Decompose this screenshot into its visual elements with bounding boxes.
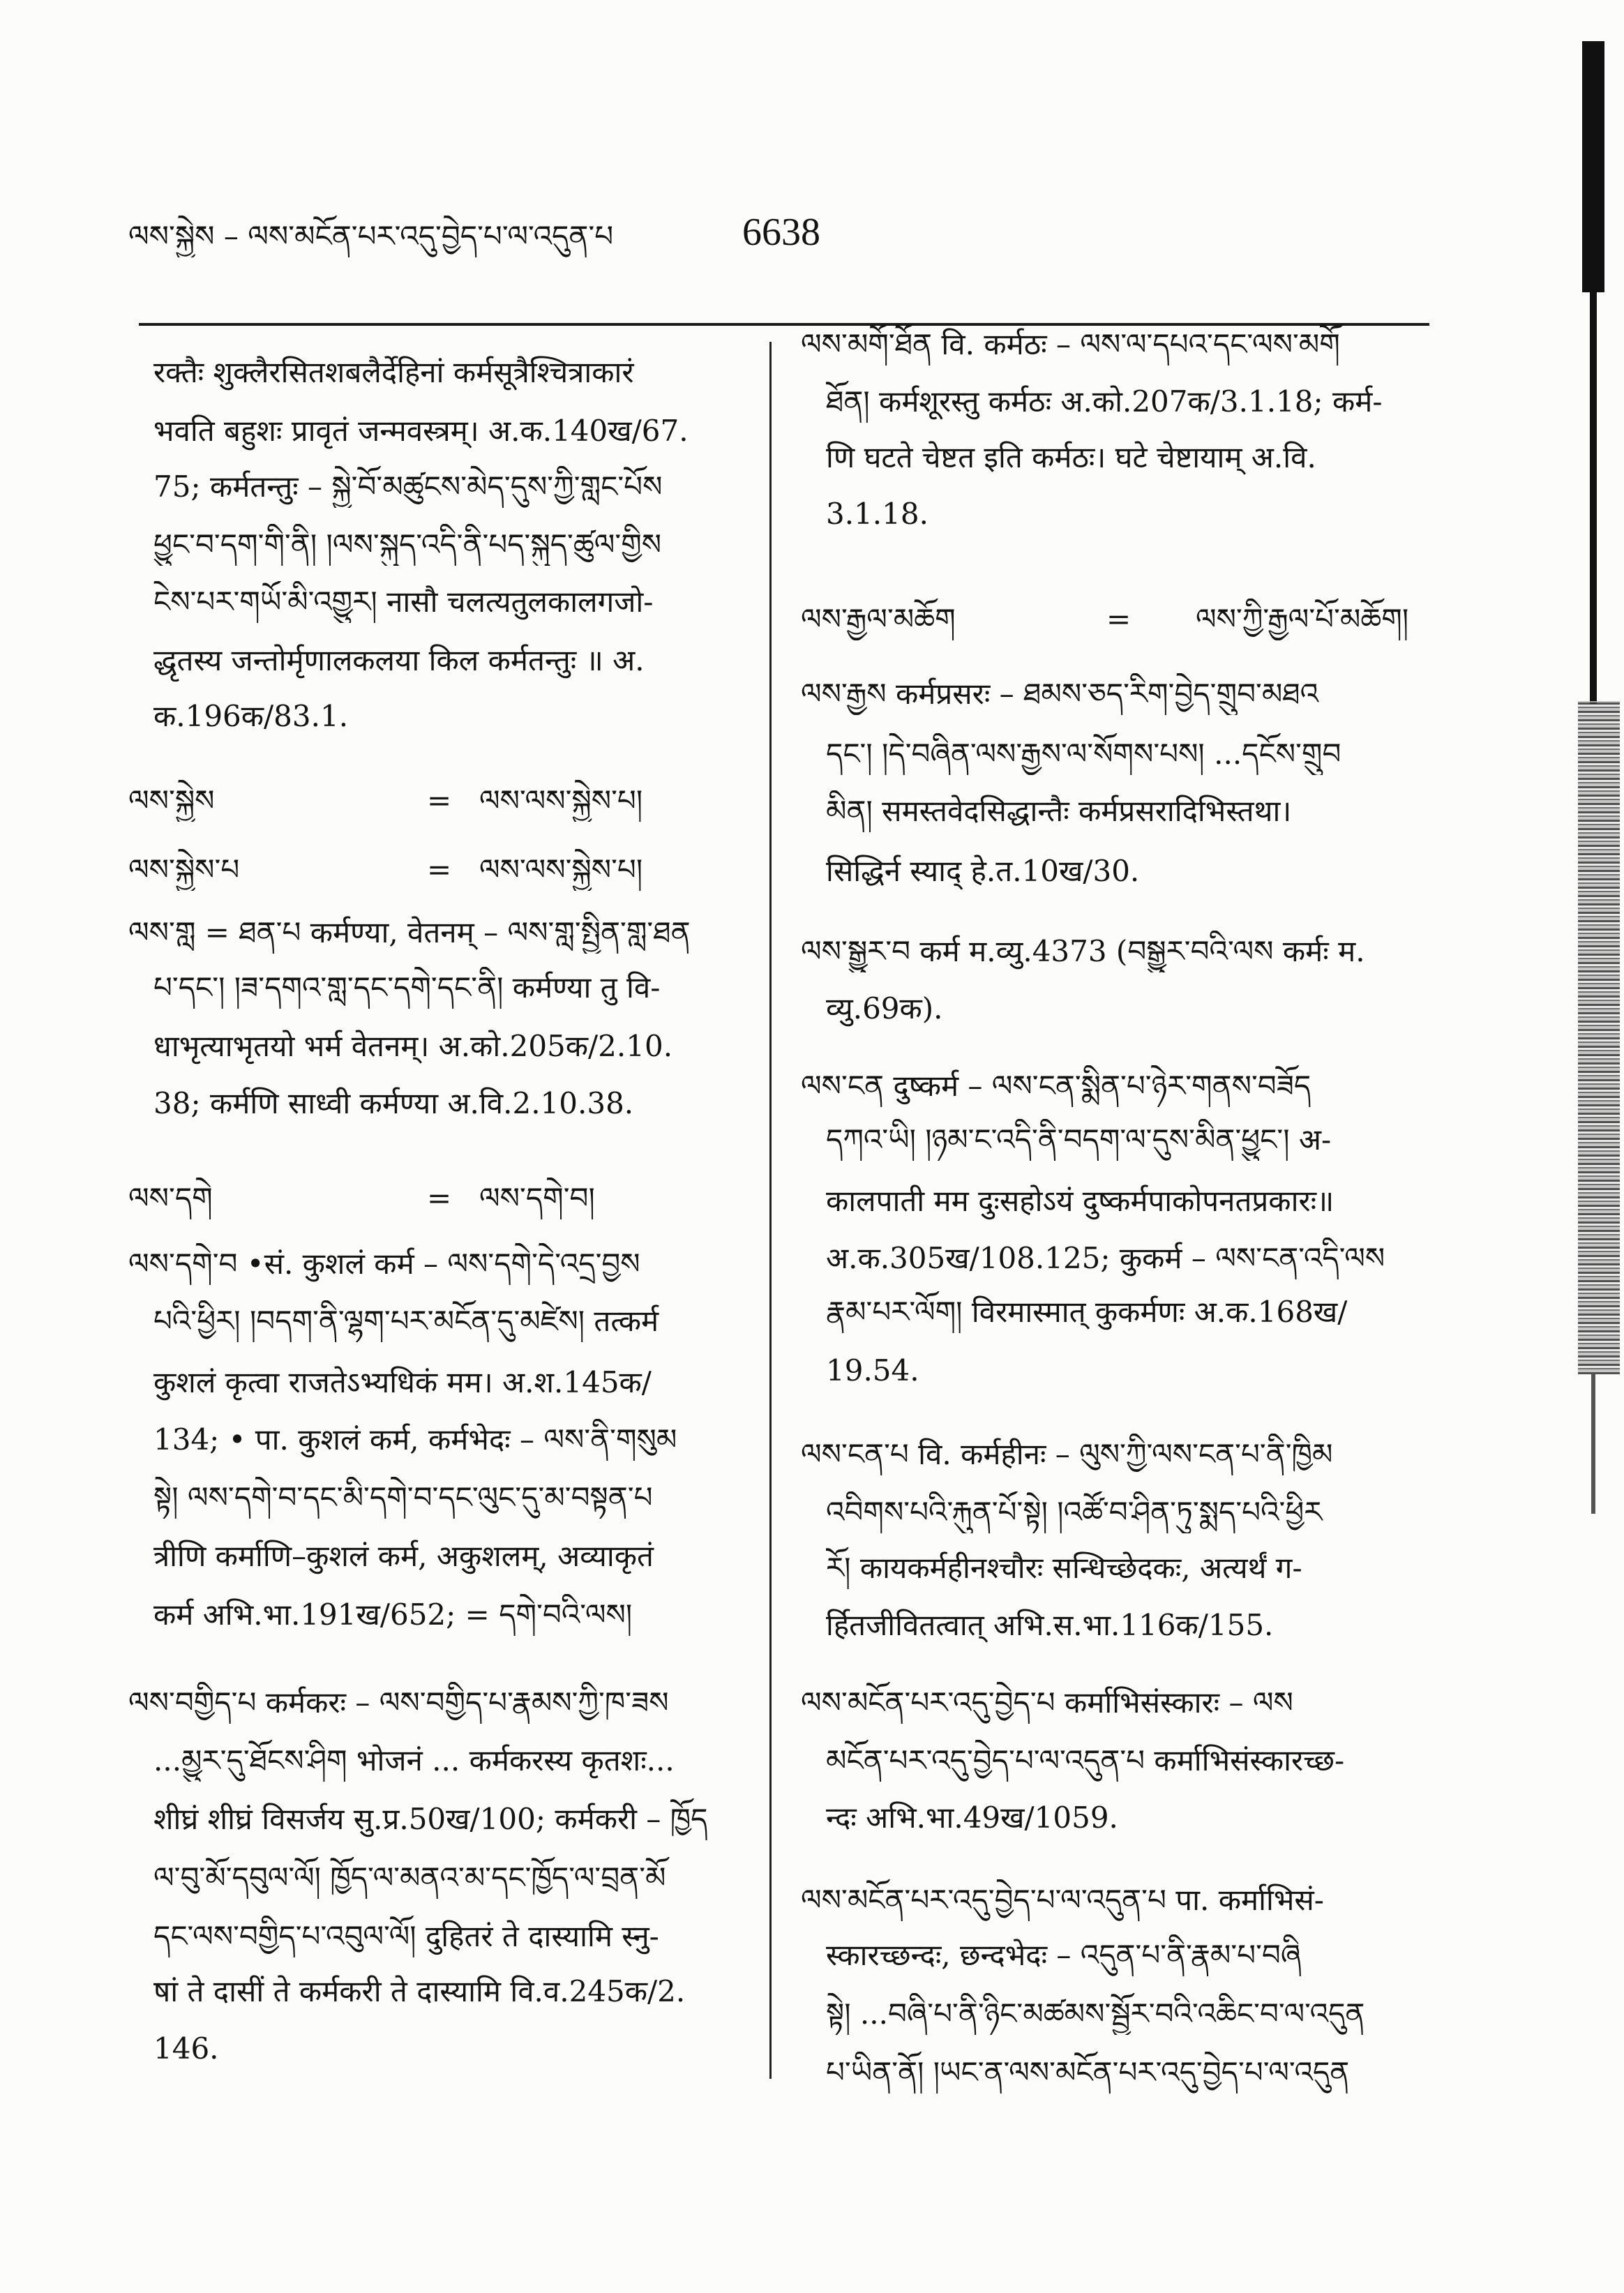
entry-line: त्रीणि कर्माणि–कुशलं कर्म, अकुशलम्, अव्याकृतं	[153, 1539, 654, 1573]
entry-line: 38; कर्मणि साध्वी कर्मण्या अ.वि.2.10.38.	[153, 1086, 634, 1120]
entry-line: རྣམ་པར་ལོག། विरमास्मात् कुकर्मणः अ.क.168ख/	[826, 1295, 1348, 1329]
entry-line: रक्तैः शुक्लैरसितशबलैर्देहिनां कर्मसूत्रैश्चित्राकारं	[153, 355, 634, 389]
entry-line: भवति बहुशः प्रावृतं जन्मवस्त्रम्। अ.क.140ख/67.	[153, 414, 689, 448]
entry-line: འབིགས་པའི་རྐུན་པོ་སྟེ། །འཚོ་བ་ཤིན་ཏུ་སྨད་པའི་ཕྱིར	[826, 1495, 1323, 1529]
entry-line: ངེས་པར་གཡོ་མི་འགྱུར། नासौ चलत्यतुलकालगजो-	[153, 585, 654, 619]
entry-headword-line: ལས་མངོན་པར་འདུ་བྱེད་པ कर्माभिसंस्कारः – ལས	[801, 1685, 1293, 1720]
entry-line: सिद्धिर्न स्याद् हे.त.10ख/30.	[826, 854, 1140, 888]
entry-line: न्दः अभि.भा.49ख/1059.	[826, 1800, 1118, 1835]
entry-headword-line: ལས་དགེ་བ •सं. कुशलं कर्म – ལས་དགེ་དེ་འདྲ་བྱས	[128, 1247, 640, 1281]
entry-headword-line: ལས་སྒྱུར་བ कर्म म.व्यु.4373 (བསྒྱུར་བའི་ལས कर्मः म.	[801, 934, 1365, 968]
entry-line: ལ་བུ་མོ་དབུལ་ལོ། ཁྱོད་ལ་མནའ་མ་དང་ཁྱོད་ལ་བྲན་མོ	[153, 1860, 666, 1895]
entry-line: 3.1.18.	[826, 497, 928, 531]
entry-line: धाभृत्याभृतयो भर्म वेतनम्। अ.को.205क/2.10.	[153, 1029, 673, 1063]
entry-line: དང་། །དེ་བཞིན་ལས་རྒྱས་ལ་སོགས་པས། ...དངོས་གྲུབ	[826, 737, 1341, 771]
headword: ལས་སྐྱེས་པ	[128, 852, 240, 887]
entry-line: कर्म अभि.भा.191ख/652; = དགེ་བའི་ལས།	[153, 1597, 633, 1632]
entry-line: སྟེ། ...བཞི་པ་ནི་ཉིང་མཚམས་སྦྱོར་བའི་འཆིང་བ་ལ་འདུན	[826, 1997, 1365, 2031]
entry-line: शीघ्रं शीघ्रं विसर्जय सु.प्र.50ख/100; कर्मकरी – ཁྱོད	[153, 1802, 708, 1836]
entry-line: स्कारच्छन्दः, छन्दभेदः – འདུན་པ་ནི་རྣམ་པ་བཞི	[826, 1938, 1302, 1972]
entry-line: མངོན་པར་འདུ་བྱེད་པ་ལ་འདུན་པ कर्माभिसंस्कारच्छ-	[826, 1743, 1345, 1777]
entry-line: र्हितजीवितत्वात् अभि.स.भा.116क/155.	[826, 1608, 1274, 1642]
entry-line: དང་ལས་བགྱིད་པ་འབུལ་ལོ། दुहितरं ते दास्यामि स्नु-	[153, 1919, 659, 1953]
headword: ལས་རྒྱལ་མཆོག	[801, 602, 956, 636]
running-head-range: ལས་སྐྱེས – ལས་མངོན་པར་འདུ་བྱེད་པ་ལ་འདུན་པ	[128, 219, 614, 253]
equals-sign: =	[427, 1181, 452, 1215]
entry-line: 134; • पा. कुशलं कर्म, कर्मभेदः – ལས་ནི་གསུམ	[153, 1422, 677, 1457]
entry-headword-line: ལས་མགོ་ཐོན वि. कर्मठः – ལས་ལ་དཔའ་དང་ལས་མགོ	[801, 327, 1340, 361]
entry-line: अ.क.305ख/108.125; कुकर्म – ལས་ངན་འདི་ལས	[826, 1241, 1385, 1275]
scan-edge-bar	[1582, 41, 1604, 292]
entry-headword-line: ལས་ངན་པ वि. कर्महीनः – ལུས་ཀྱི་ལས་ངན་པ་ནི་ཁྱིམ	[801, 1437, 1333, 1471]
entry-line: ཕྱུང་བ་དག་གི་ནི། །ལས་སྐུད་འདི་ནི་པད་སྐུད་ཚུལ་གྱིས	[153, 527, 662, 562]
entry-headword-line: ལས་གླ = ཐན་པ कर्मण्या, वेतनम् – ལས་གླ་སྤྱིན་གླ་ཐན	[128, 915, 691, 949]
page-number: 6638	[742, 211, 820, 254]
entry-line: པའི་ཕྱིར། །བདག་ནི་ལྷག་པར་མངོན་དུ་མཛེས། तत्कर्म	[153, 1304, 659, 1338]
scan-edge-texture	[1578, 701, 1620, 1374]
cross-reference-target: ལས་ལས་སྐྱེས་པ།	[479, 783, 643, 818]
entry-line: རོ། कायकर्महीनश्चौरः सन्धिच्छेदकः, अत्यर्थं ग-	[826, 1551, 1302, 1585]
entry-line: णि घटते चेष्टत इति कर्मठः। घटे चेष्टायाम् अ.वि.	[826, 440, 1316, 474]
entry-headword-line: ལས་རྒྱས कर्मप्रसरः – ཐམས་ཅད་རིག་བྱེད་གྲུབ་མཐའ	[801, 677, 1319, 711]
entry-line: ཐོན། कर्मशूरस्तु कर्मठः अ.को.207क/3.1.18; कर्म-	[826, 384, 1383, 419]
entry-line: षां ते दासीं ते कर्मकरी ते दास्यामि वि.व.245क/2.	[153, 1974, 686, 2008]
entry-line: པ་ཡིན་ནོ། །ཡང་ན་ལས་མངོན་པར་འདུ་བྱེད་པ་ལ་འདུན	[826, 2055, 1350, 2089]
cross-reference-target: ལས་ཀྱི་རྒྱལ་པོ་མཆོག།	[1196, 602, 1409, 636]
entry-line: སྟེ། ལས་དགེ་བ་དང་མི་དགེ་བ་དང་ལུང་དུ་མ་བསྟན་པ	[153, 1480, 653, 1514]
entry-headword-line: ལས་མངོན་པར་འདུ་བྱེད་པ་ལ་འདུན་པ पा. कर्माभिसं-	[801, 1883, 1324, 1917]
entry-line: 75; कर्मतन्तुः – སྐྱེ་བོ་མཚུངས་མེད་དུས་ཀྱི་གླང་པོས	[153, 469, 663, 504]
entry-line: व्यु.69क).	[826, 991, 943, 1025]
entry-line: कालपाती मम दुःसहोऽयं दुष्कर्मपाकोपनतप्रकारः॥	[826, 1184, 1334, 1218]
cross-reference-target: ལས་ལས་སྐྱེས་པ།	[479, 852, 643, 887]
headword: ལས་དགེ	[128, 1181, 213, 1215]
entry-line: དཀའ་ཡི། །ཉམ་ང་འདི་ནི་བདག་ལ་དུས་མིན་ཕྱུང་། अ-	[826, 1122, 1332, 1157]
entry-line: ...མྱུར་དུ་ཐོངས་ཤིག भोजनं ... कर्मकरस्य कृतशः...	[153, 1743, 675, 1777]
column-divider	[769, 342, 772, 2079]
entry-line: द्धृतस्य जन्तोर्मृणालकलया किल कर्मतन्तुः ॥ अ.	[153, 643, 645, 677]
equals-sign: =	[1106, 602, 1131, 636]
entry-line: कुशलं कृत्वा राजतेऽभ्यधिकं मम। अ.श.145क/	[153, 1365, 652, 1399]
entry-line: མིན། समस्तवेदसिद्धान्तैः कर्मप्रसरादिभिस्तथा।	[826, 794, 1292, 828]
entry-line: 146.	[153, 2031, 219, 2066]
scan-edge-bar	[1590, 292, 1597, 704]
entry-headword-line: ལས་བགྱིད་པ कर्मकरः – ལས་བགྱིད་པ་རྣམས་ཀྱི་ཁ་ཟས	[128, 1685, 669, 1720]
scan-edge-bar	[1591, 1374, 1595, 1514]
entry-line: 19.54.	[826, 1353, 919, 1388]
cross-reference-target: ལས་དགེ་བ།	[479, 1181, 595, 1215]
entry-line: པ་དང་། །ཟ་དགའ་གླ་དང་དགེ་དང་ནི། कर्मण्या तु वि-	[153, 970, 661, 1005]
equals-sign: =	[427, 852, 452, 887]
headword: ལས་སྐྱེས	[128, 783, 215, 818]
entry-headword-line: ལས་ངན दुष्कर्म – ལས་ངན་སྨིན་པ་ཉེར་གནས་བཟོད	[801, 1069, 1311, 1103]
equals-sign: =	[427, 783, 452, 818]
entry-line: क.196क/83.1.	[153, 699, 349, 733]
